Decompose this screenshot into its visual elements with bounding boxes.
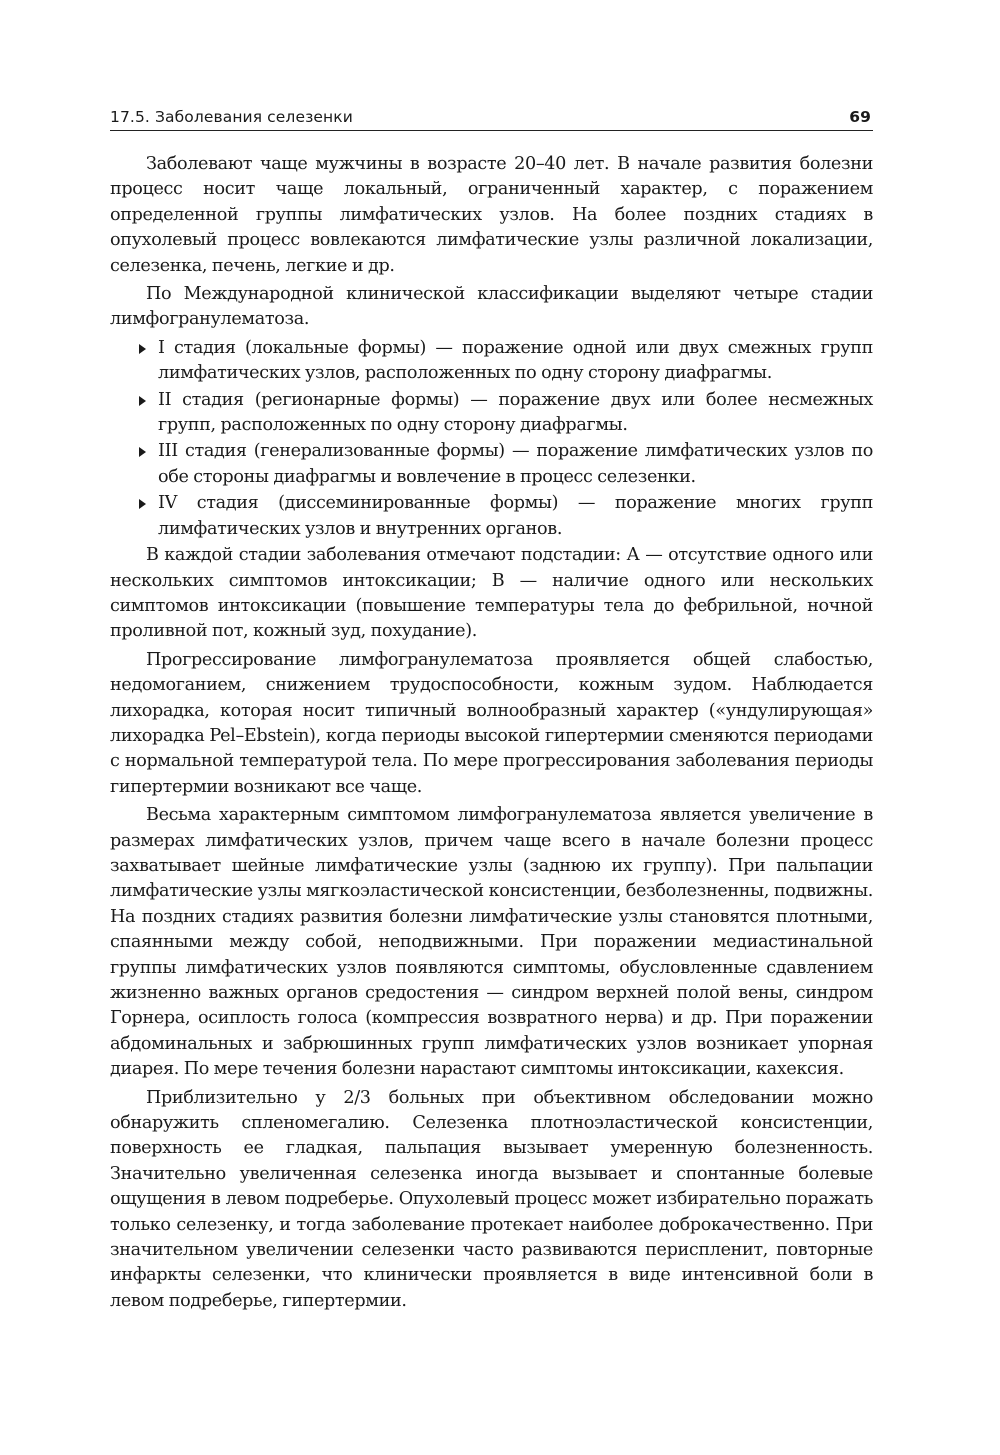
triangle-bullet-icon [139,499,146,509]
page-number: 69 [849,108,871,126]
paragraph-onset: Заболевают чаще мужчины в возрасте 20–40 лет. В начале развития болезни процесс носит чаще локальный, ограниченный характер, с поражением определенной группы лимфатических узлов. На более поздних стадиях в опухолевый процесс вовлекаются лимфатические узлы различной локализации, селезенка, печень, легкие и др. [110,154,873,276]
stage-item [110,336,873,387]
body-text [110,152,873,1317]
stage-text: II стадия (регионарные формы) — поражение двух или более несмежных групп, расположенных по одну сторону диафрагмы. [158,389,873,436]
paragraph-classification: По Международной клинической классификации выделяют четыре стадии лимфогранулематоза. [110,284,873,330]
stage-list [110,336,873,542]
paragraph-progression: Прогрессирование лимфогранулематоза проявляется общей слабостью, недомоганием, снижением трудоспособности, кожным зудом. Наблюдается лихорадка, которая носит типичный волнообразный характер («ундулирующая» лихорадка Pel–Ebstein), когда периоды высокой гипертермии сменяются периодами с нормальной температурой тела. По мере прогрессирования заболевания периоды гипертермии возникают все чаще. [110,649,873,797]
paragraph-substages: В каждой стадии заболевания отмечают подстадии: А — отсутствие одного или нескольких симптомов интоксикации; В — наличие одного или нескольких симптомов интоксикации (повышение температуры тела до фебрильной, ночной проливной пот, кожный зуд, похудание). [110,545,873,642]
triangle-bullet-icon [139,344,146,354]
paragraph-splenomegaly: Приблизительно у 2/3 больных при объективном обследовании можно обнаружить спленомегалию. Селезенка плотноэластической консистенции, поверхность ее гладкая, пальпация вызывает умеренную болезненность. Значительно увеличенная селезенка иногда вызывает и спонтанные болевые ощущения в левом подреберье. Опухолевый процесс может избирательно поражать только селезенку, и тогда заболевание протекает наиболее доброкачественно. При значительном увеличении селезенки часто развиваются периспленит, повторные инфаркты селезенки, что клинически проявляется в виде интенсивной боли в левом подреберье, гипертермии. [110,1087,873,1311]
stage-text: III стадия (генерализованные формы) — поражение лимфатических узлов по обе стороны диафрагмы и вовлечение в процесс селезенки. [158,441,873,487]
stage-item [110,491,873,542]
stage-item [110,388,873,439]
stage-item [110,439,873,490]
stage-text: I стадия (локальные формы) — поражение одной или двух смежных групп лимфатических узлов, расположенных по одну сторону диафрагмы. [158,337,873,384]
stage-text: IV стадия (диссеминированные формы) — поражение многих групп лимфатических узлов и внутренних органов. [158,493,873,539]
paragraph-lymph-nodes: Весьма характерным симптомом лимфогранулематоза является увеличение в размерах лимфатических узлов, причем чаще всего в начале болезни процесс захватывает шейные лимфатические узлы (заднюю их группу). При пальпации лимфатические узлы мягкоэластической консистенции, безболезненны, подвижны. На поздних стадиях развития болезни лимфатические узлы становятся плотными, спаянными между собой, неподвижными. При поражении медиастинальной группы лимфатических узлов появляются симптомы, обусловленные сдавлением жизненно важных органов средостения — синдром верхней полой вены, синдром Горнера, осиплость голоса (компрессия возвратного нерва) и др. При поражении абдоминальных и забрюшинных групп лимфатических узлов возникает упорная диарея. По мере течения болезни нарастают симптомы интоксикации, кахексия. [110,805,873,1080]
section-title: 17.5. Заболевания селезенки [110,108,353,126]
triangle-bullet-icon [139,447,146,457]
triangle-bullet-icon [139,396,146,406]
running-header [110,106,873,131]
